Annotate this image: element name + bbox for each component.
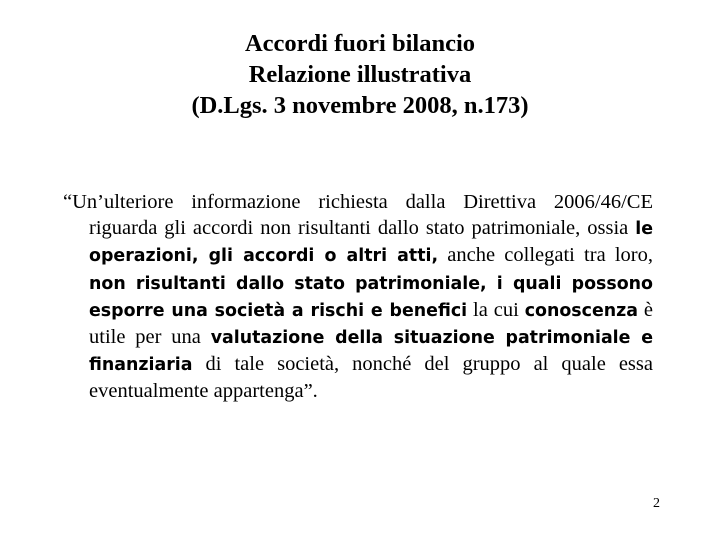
quote-segment-2-bold: le operazioni, gli accordi o altri atti,: [89, 219, 653, 267]
title-line-3: (D.Lgs. 3 novembre 2008, n.173): [191, 92, 529, 119]
quote-segment-5: la cui: [467, 298, 525, 321]
quote-segment-9: di tale società, nonché del gruppo al quale essa eventualmente appartenga”.: [89, 353, 653, 403]
quote-segment-6-bold: conoscenza: [524, 300, 638, 321]
page-number: 2: [653, 496, 660, 511]
title-line-2: Relazione illustrativa: [248, 61, 472, 88]
quote-segment-7: è utile per una: [89, 298, 653, 349]
title-line-1: Accordi fuori bilancio: [244, 30, 475, 57]
quote-segment-8-bold: valutazione della situazione patrimoniale e finanziaria: [89, 328, 653, 376]
quote-paragraph: [63, 189, 653, 405]
quote-segment-1: “Un’ulteriore informazione richiesta dalla Direttiva 2006/46/CE riguarda gli accordi non risultanti dallo stato patrimoniale, ossia: [63, 191, 653, 240]
quote-segment-3: anche collegati tra loro,: [438, 244, 653, 267]
quote-segment-4-bold: non risultanti dallo stato patrimoniale, i quali possono esporre una società a rischi e benefici: [89, 273, 653, 321]
slide-title: [60, 28, 660, 121]
